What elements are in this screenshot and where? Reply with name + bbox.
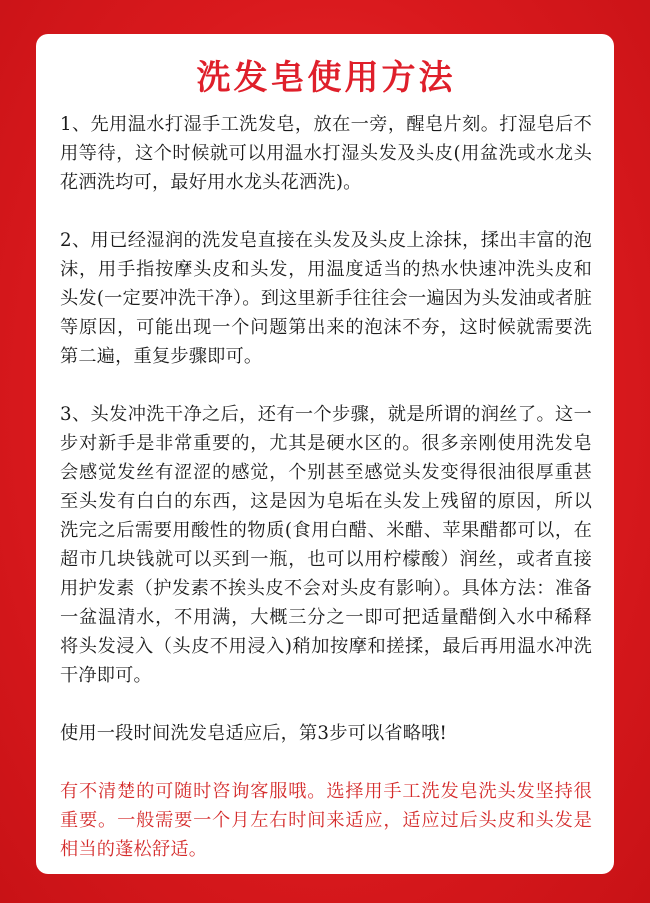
- page-title: 洗发皂使用方法: [196, 58, 456, 98]
- tip-note: 使用一段时间洗发皂适应后，第3步可以省略哦!: [60, 723, 448, 744]
- step-2-text: 2、用已经湿润的洗发皂直接在头发及头皮上涂抹，揉出丰富的泡沫，用手指按摩头皮和头发，用温度适当的热水快速冲洗头皮和头发(一定要冲洗干净）。到这里新手往往会一遍因为头发油或者脏等原因，可能出现一个问题第出来的泡沫不夯，这时候就需要洗第二遍，重复步骤即可。: [60, 230, 592, 367]
- spacer: [60, 197, 592, 226]
- spacer: [60, 690, 592, 719]
- spacer: [60, 748, 592, 777]
- step-3-text: 3、头发冲洗干净之后，还有一个步骤，就是所谓的润丝了。这一步对新手是非常重要的，尤其是硬水区的。很多亲刚使用洗发皂会感觉发丝有涩涩的感觉，个别甚至感觉头发变得很油很厚重甚至头发有白白的东西，这是因为皂垢在头发上残留的原因，所以洗完之后需要用酸性的物质(食用白醋、米醋、苹果醋都可以，在超市几块钱就可以买到一瓶，也可以用柠檬酸）润丝，或者直接用护发素（护发素不挨头皮不会对头皮有影响）。具体方法：准备一盆温清水，不用满，大概三分之一即可把适量醋倒入水中稀释将头发浸入（头皮不用浸入)稍加按摩和搓揉，最后再用温水冲洗干净即可。: [60, 404, 592, 686]
- step-1-text: 1、先用温水打湿手工洗发皂，放在一旁，醒皂片刻。打湿皂后不用等待，这个时候就可以用温水打湿头发及头皮(用盆洗或水龙头花洒洗均可，最好用水龙头花洒洗)。: [60, 114, 592, 193]
- customer-service-note: 有不清楚的可随时咨询客服哦。选择用手工洗发皂洗头发坚持很重要。一般需要一个月左右时间来适应，适应过后头皮和头发是相当的蓬松舒适。: [60, 781, 592, 860]
- spacer: [60, 371, 592, 400]
- instruction-card: [36, 34, 614, 874]
